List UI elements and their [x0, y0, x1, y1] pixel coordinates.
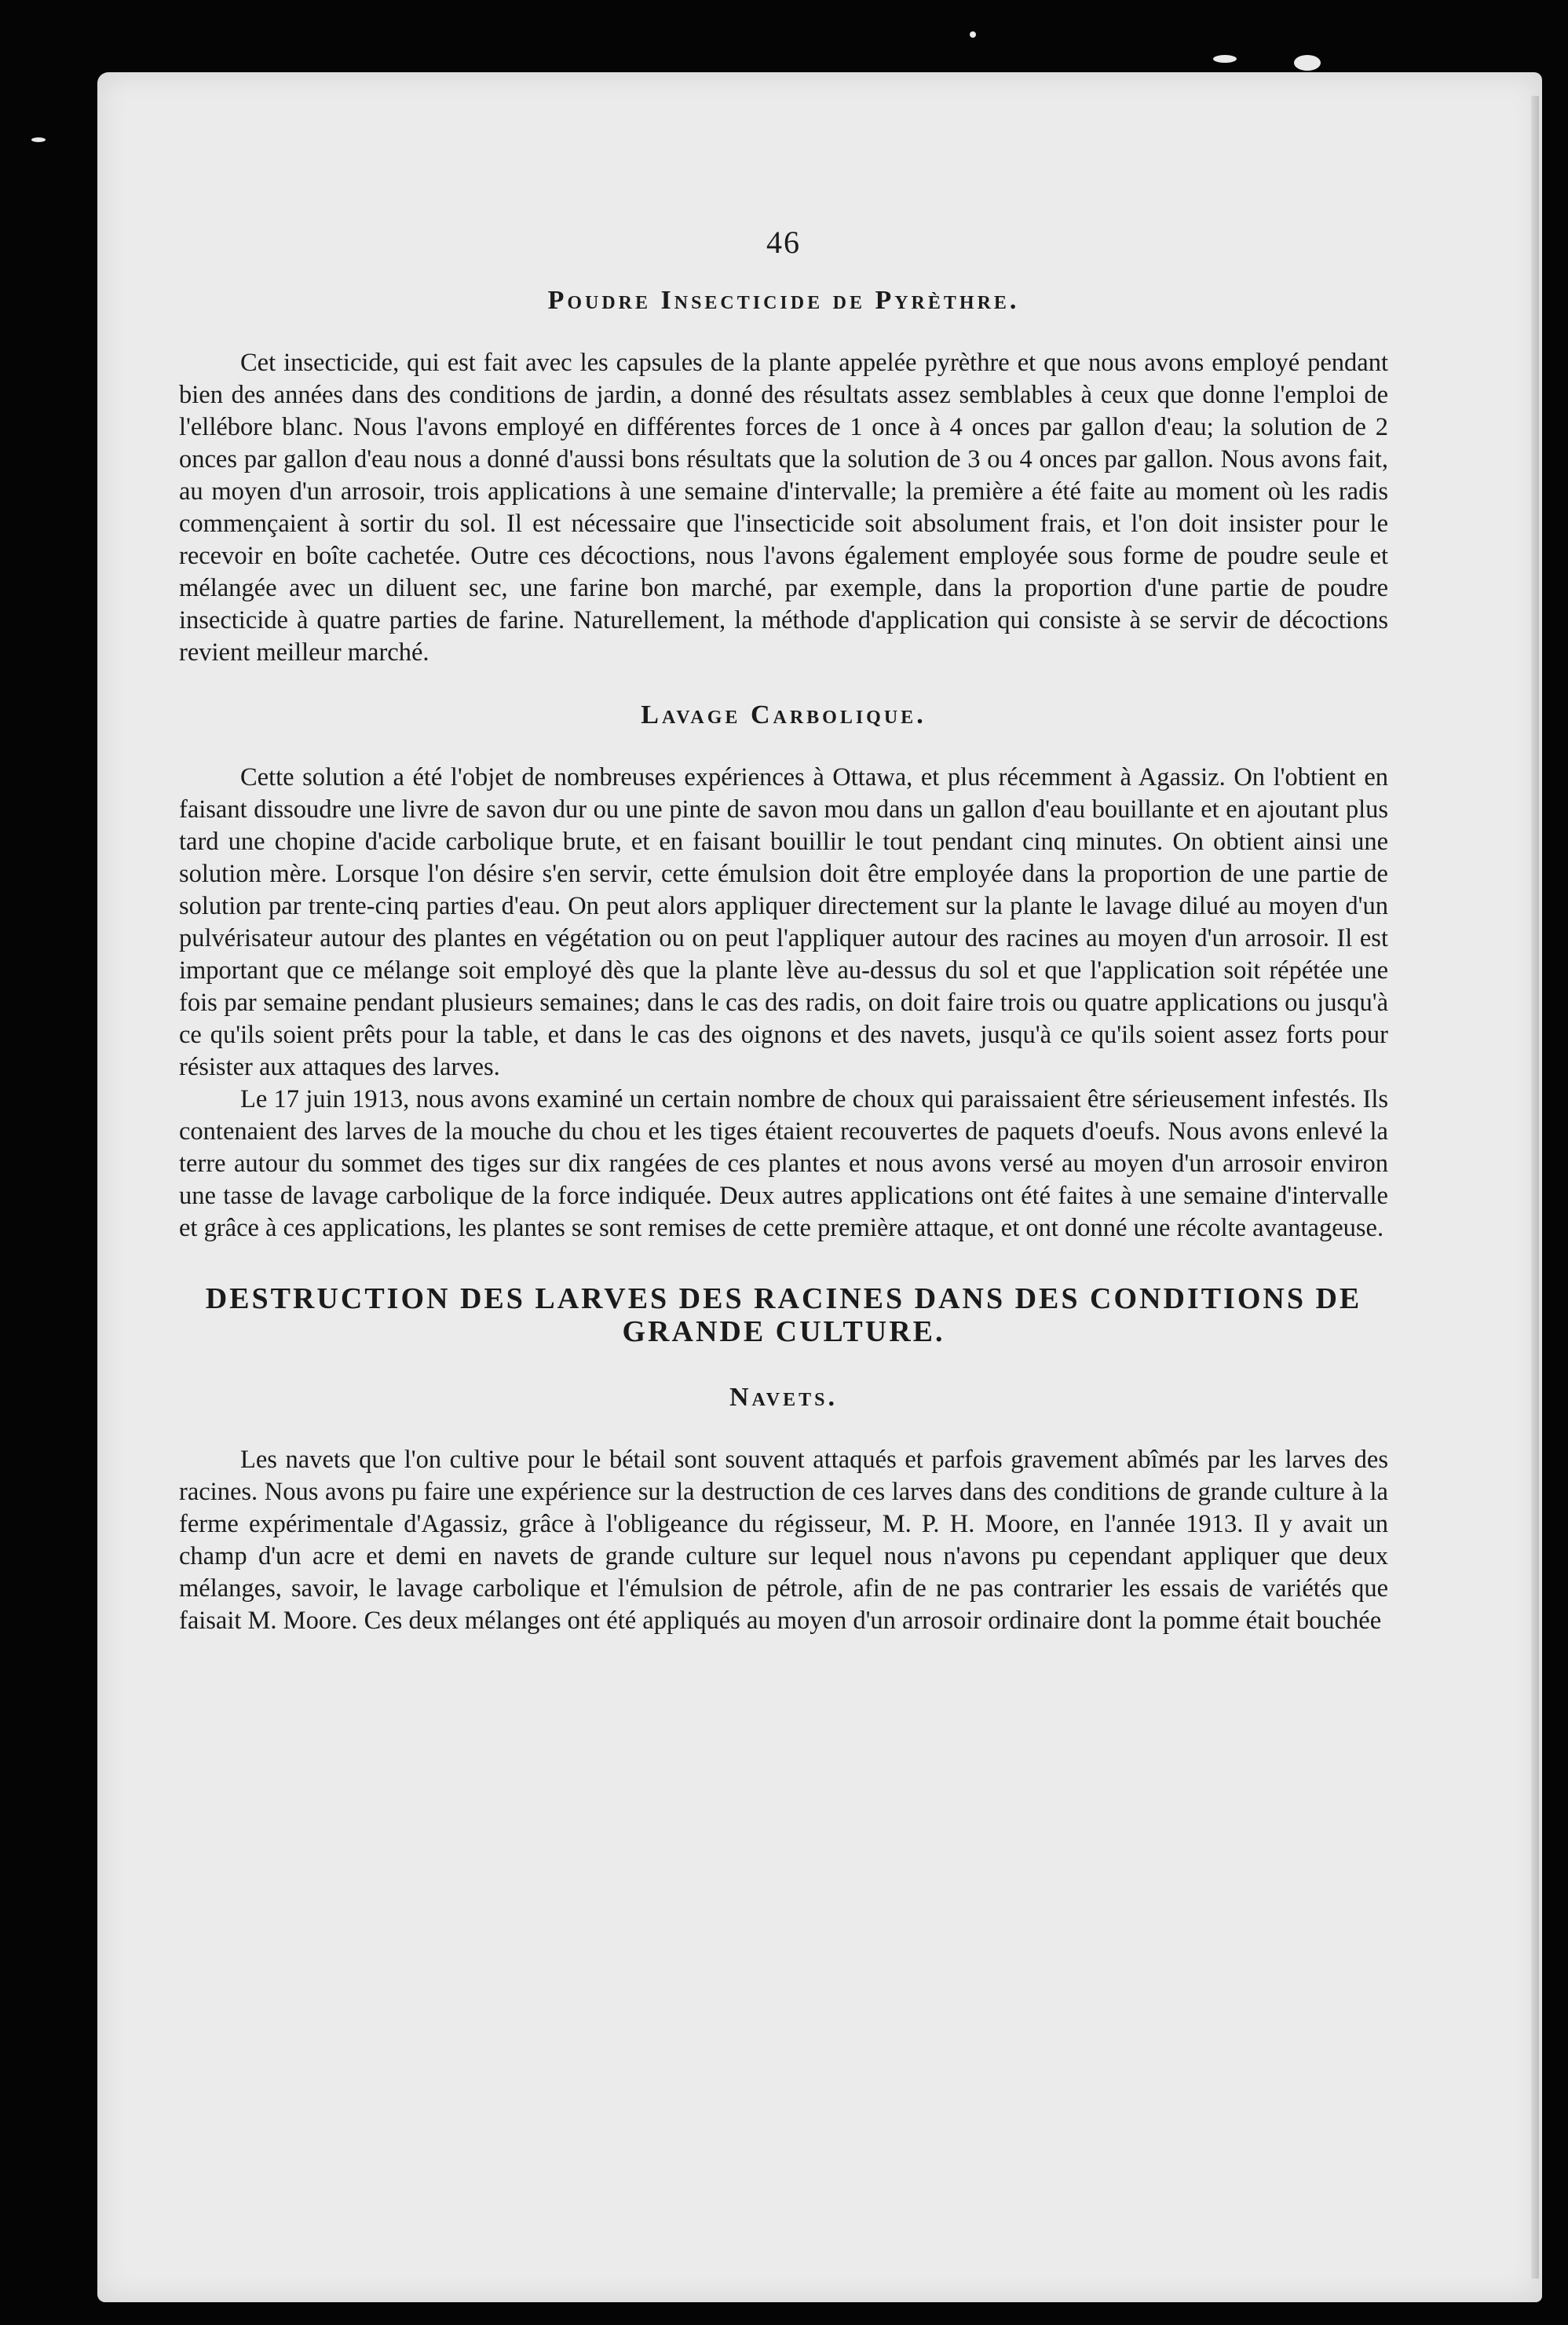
dust-speck — [1294, 55, 1321, 71]
page-content — [179, 224, 1388, 1637]
paragraph-navets: Les navets que l'on cultive pour le bétail sont souvent attaqués et parfois gravement abîmés par les larves des racines. Nous avons pu faire une expérience sur la destruction de ces larves dans des conditions de grande culture à la ferme expérimentale d'Agassiz, grâce à l'obligeance du régisseur, M. P. H. Moore, en l'année 1913. Il y avait un champ d'un acre et demi en navets de grande culture sur lequel nous n'avons pu cependant appliquer que deux mélanges, savoir, le lavage carbolique et l'émulsion de pétrole, afin de ne pas contrarier les essais de variétés que faisait M. Moore. Ces deux mélanges ont été appliqués au moyen d'un arrosoir ordinaire dont la pomme était bouchée — [179, 1446, 1388, 1635]
dust-speck — [970, 31, 976, 38]
dust-speck — [1213, 55, 1237, 63]
paragraph-pyrethre: Cet insecticide, qui est fait avec les capsules de la plante appelée pyrèthre et que nous avons employé pendant bien des années dans des conditions de jardin, a donné des résultats assez semblables à ceux que donne l'emploi de l'ellébore blanc. Nous l'avons employé en différentes forces de 1 once à 4 onces par gallon d'eau; la solution de 2 onces par gallon d'eau nous a donné d'aussi bons résultats que la solution de 3 ou 4 onces par gallon. Nous avons fait, au moyen d'un arrosoir, trois applications à une semaine d'intervalle; la première a été faite au moment où les radis commençaient à sortir du sol. Il est nécessaire que l'insecticide soit absolument frais, et l'on doit insister pour le recevoir en boîte cachetée. Outre ces décoctions, nous l'avons également employée sous forme de poudre seule et mélangée avec un diluent sec, une farine bon marché, par exemple, dans la proportion d'une partie de poudre insecticide à quatre parties de farine. Naturellement, la méthode d'application qui consiste à se servir de décoctions revient meilleur marché. — [179, 349, 1388, 667]
section-heading-lavage: Lavage Carbolique. — [641, 700, 927, 729]
dust-speck — [31, 137, 46, 142]
paragraph-lavage-1: Cette solution a été l'objet de nombreuses expériences à Ottawa, et plus récemment à Agassiz. On l'obtient en faisant dissoudre une livre de savon dur ou une pinte de savon mou dans un gallon d'eau bouillante et en ajoutant plus tard une chopine d'acide carbolique brute, et en faisant bouillir le tout pendant cinq minutes. On obtient ainsi une solution mère. Lorsque l'on désire s'en servir, cette émulsion doit être employée dans la proportion de une partie de solution par trente-cinq parties d'eau. On peut alors appliquer directement sur la plante le lavage dilué au moyen d'un pulvérisateur autour des plantes en végétation ou on peut l'appliquer autour des racines au moyen d'un arrosoir. Il est important que ce mélange soit employé dès que la plante lève au-dessus du sol et que l'application soit répétée une fois par semaine pendant plusieurs semaines; dans le cas des radis, on doit faire trois ou quatre applications ou jusqu'à ce qu'ils soient prêts pour la table, et dans le cas des oignons et des navets, jusqu'à ce qu'ils soient assez forts pour résister aux attaques des larves. — [179, 763, 1388, 1081]
paragraph-lavage-2: Le 17 juin 1913, nous avons examiné un certain nombre de choux qui paraissaient être sérieusement infestés. Ils contenaient des larves de la mouche du chou et les tiges étaient recouvertes de paquets d'oeufs. Nous avons enlevé la terre autour du sommet des tiges sur dix rangées de ces plantes et nous avons versé au moyen d'un arrosoir environ une tasse de lavage carbolique de la force indiquée. Deux autres applications ont été faites à une semaine d'intervalle et grâce à ces applications, les plantes se sont remises de cette première attaque, et ont donné une récolte avantageuse. — [179, 1085, 1388, 1242]
section-heading-navets: Navets. — [729, 1383, 838, 1412]
page-number: 46 — [766, 225, 801, 260]
page-edge — [1531, 96, 1539, 2279]
section-heading-destruction: DESTRUCTION DES LARVES DES RACINES DANS DES CONDITIONS DE GRANDE CULTURE. — [205, 1282, 1362, 1348]
section-heading-pyrethre: Poudre Insecticide de Pyrèthre. — [547, 286, 1020, 315]
